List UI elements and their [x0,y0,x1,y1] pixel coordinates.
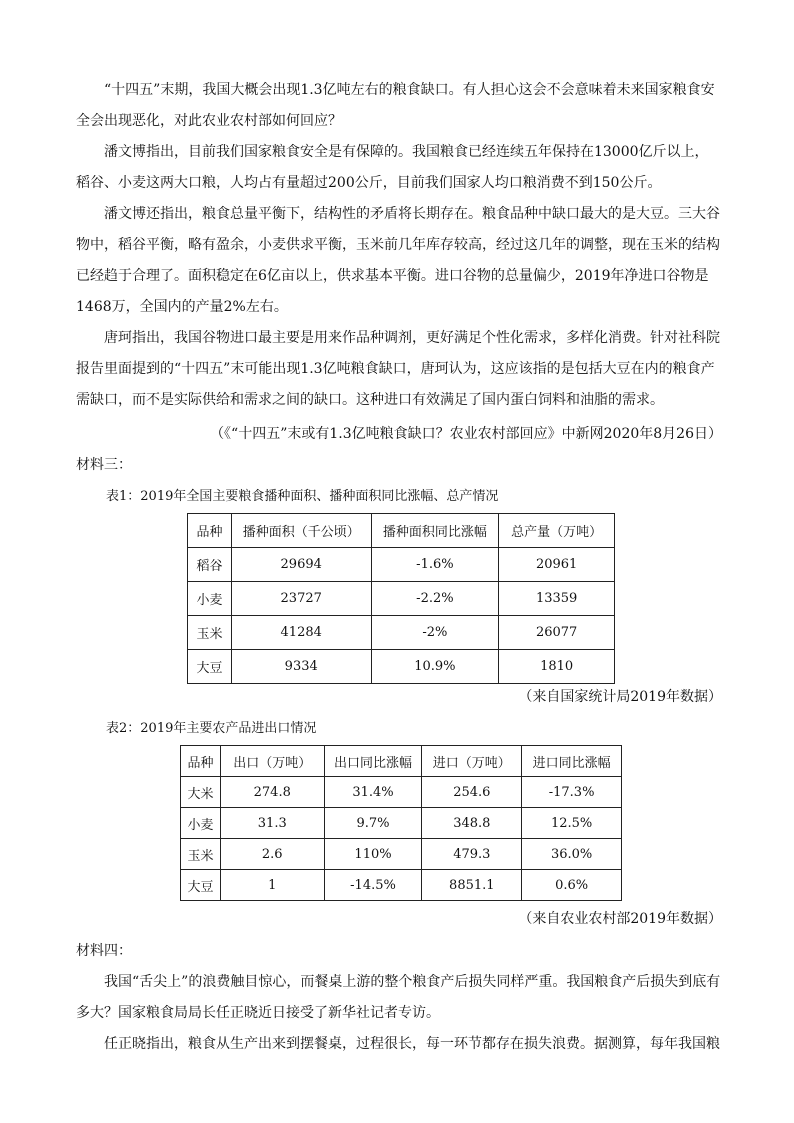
table-cell: 9.7% [324,808,422,839]
table-cell: -14.5% [324,870,422,901]
table-row [188,616,615,650]
table-cell: 110% [324,839,422,870]
table-cell: 稻谷 [188,548,232,582]
table-row [188,548,615,582]
table-1 [187,513,615,684]
table-2-header: 品种 [181,746,221,777]
table-cell: 36.0% [522,839,622,870]
table-2-header: 出口同比涨幅 [324,746,422,777]
table-cell: -2% [371,616,499,650]
table-1-header-row [188,514,615,548]
table-row [188,650,615,684]
table-cell: 12.5% [522,808,622,839]
table-cell: 0.6% [522,870,622,901]
table-cell: 大米 [181,777,221,808]
table-2-header-row [181,746,622,777]
table-cell: 8851.1 [422,870,522,901]
paragraph-1: “十四五”末期，我国大概会出现1.3亿吨左右的粮食缺口。有人担心这会不会意味着未来国家粮食安全会出现恶化，对此农业农村部如何回应？ [76,82,715,129]
material-4-heading: 材料四： [76,943,132,959]
table-2-header: 出口（万吨） [220,746,324,777]
table-2-caption: 表2：2019年主要农产品进出口情况 [106,721,317,736]
table-2-header: 进口（万吨） [422,746,522,777]
table-1-header: 播种面积同比涨幅 [371,514,499,548]
table-2 [180,745,622,901]
table-2-source: （来自农业农村部2019年数据） [518,911,722,927]
paragraph-4: 唐珂指出，我国谷物进口最主要是用来作品种调剂，更好满足个性化需求，多样化消费。针对社科院报告里面提到的“十四五”末可能出现1.3亿吨粮食缺口，唐珂认为，这应该指的是包括大豆在内的粮食产需缺口，而不是实际供给和需求之间的缺口。这种进口有效满足了国内蛋白饲料和油脂的需求。 [76,330,720,408]
table-cell: 2.6 [220,839,324,870]
table-cell: -2.2% [371,582,499,616]
paragraph-2: 潘文博指出，目前我们国家粮食安全是有保障的。我国粮食已经连续五年保持在13000亿斤以上，稻谷、小麦这两大口粮，人均占有量超过200公斤，目前我们国家人均口粮消费不到150公斤。 [76,144,709,191]
table-1-header: 播种面积（千公顷） [231,514,371,548]
table-cell: 479.3 [422,839,522,870]
table-cell: 26077 [499,616,615,650]
table-cell: 玉米 [188,616,232,650]
table-row [188,582,615,616]
table-cell: -1.6% [371,548,499,582]
table-cell: 1810 [499,650,615,684]
table-cell: -17.3% [522,777,622,808]
table-1-caption: 表1：2019年全国主要粮食播种面积、播种面积同比涨幅、总产情况 [106,489,499,504]
table-1-header: 品种 [188,514,232,548]
table-1-source: （来自国家统计局2019年数据） [518,689,722,705]
table-cell: 大豆 [181,870,221,901]
table-cell: 29694 [231,548,371,582]
paragraph-5: 我国“舌尖上”的浪费触目惊心，而餐桌上游的整个粮食产后损失同样严重。我国粮食产后损失到底有多大？国家粮食局局长任正晓近日接受了新华社记者专访。 [76,974,721,1021]
table-cell: 254.6 [422,777,522,808]
material-3-heading: 材料三： [76,457,132,473]
paragraph-3: 潘文博还指出，粮食总量平衡下，结构性的矛盾将长期存在。粮食品种中缺口最大的是大豆。三大谷物中，稻谷平衡，略有盈余，小麦供求平衡，玉米前几年库存较高，经过这几年的调整，现在玉米的结构已经趋于合理了。面积稳定在6亿亩以上，供求基本平衡。进口谷物的总量偏少，2019年净进口谷物是1468万，全国内的产量2%左右。 [76,206,720,315]
table-cell: 10.9% [371,650,499,684]
table-1-header: 总产量（万吨） [499,514,615,548]
table-cell: 348.8 [422,808,522,839]
table-cell: 31.3 [220,808,324,839]
citation: （《“十四五”末或有1.3亿吨粮食缺口？农业农村部回应》中新网2020年8月26日） [210,426,722,442]
table-cell: 31.4% [324,777,422,808]
table-2-header: 进口同比涨幅 [522,746,622,777]
table-cell: 9334 [231,650,371,684]
paragraph-6: 任正晓指出，粮食从生产出来到摆餐桌，过程很长，每一环节都存在损失浪费。据测算，每年我国粮 [104,1036,720,1052]
table-row [181,870,622,901]
table-cell: 大豆 [188,650,232,684]
table-row [181,839,622,870]
table-cell: 玉米 [181,839,221,870]
table-cell: 274.8 [220,777,324,808]
table-cell: 23727 [231,582,371,616]
table-cell: 13359 [499,582,615,616]
table-cell: 小麦 [188,582,232,616]
table-cell: 1 [220,870,324,901]
table-row [181,777,622,808]
table-cell: 20961 [499,548,615,582]
table-row [181,808,622,839]
table-cell: 41284 [231,616,371,650]
table-cell: 小麦 [181,808,221,839]
